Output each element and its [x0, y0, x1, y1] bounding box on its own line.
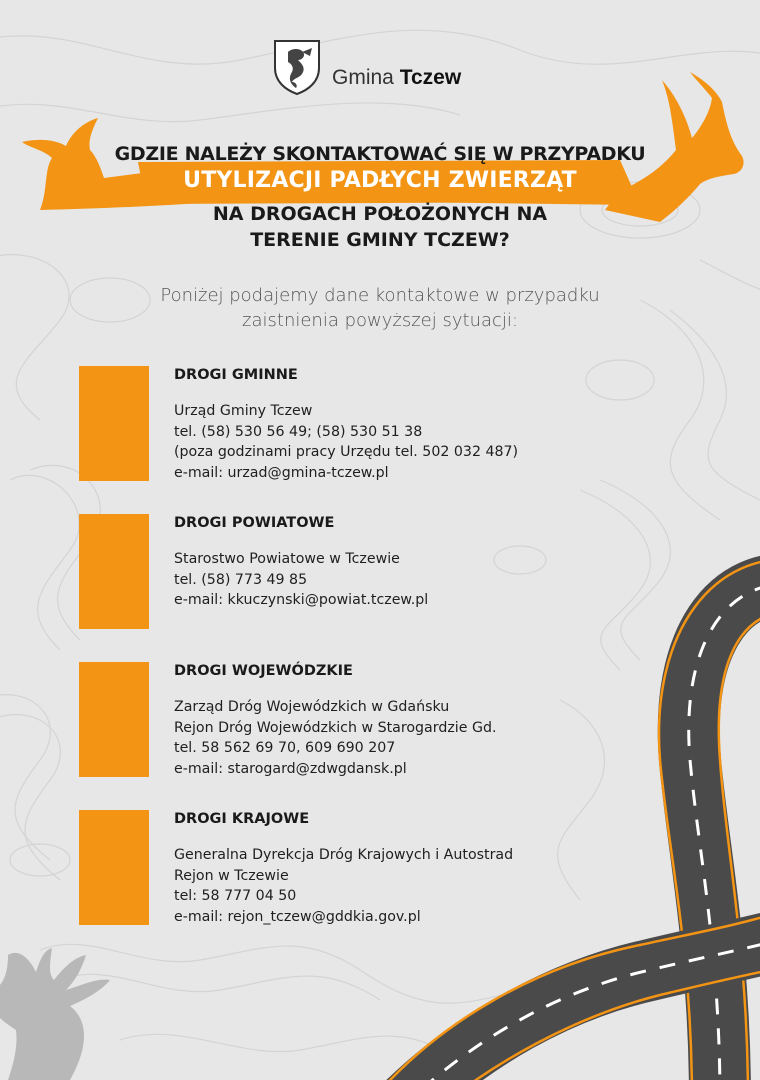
- orange-square-marker: [79, 366, 149, 481]
- contact-line: Zarząd Dróg Wojewódzkich w Gdańsku: [174, 699, 450, 715]
- intro-line-2: zaistnienia powyższej sytuacji:: [242, 310, 518, 331]
- contact-line: Starostwo Powiatowe w Tczewie: [174, 551, 400, 567]
- section-title: DROGI WOJEWÓDZKIE: [174, 663, 353, 679]
- contact-line: tel. 58 562 69 70, 609 690 207: [174, 740, 396, 756]
- email-link[interactable]: e-mail: kkuczynski@powiat.tczew.pl: [174, 592, 429, 608]
- orange-square-marker: [79, 662, 149, 777]
- email-link[interactable]: e-mail: urzad@gmina-tczew.pl: [174, 464, 389, 481]
- brand-name: [332, 66, 461, 90]
- orange-square-marker: [79, 810, 149, 925]
- orange-square-marker: [79, 514, 149, 629]
- contact-line: Generalna Dyrekcja Dróg Krajowych i Autostrad: [174, 847, 514, 863]
- email-link[interactable]: e-mail: rejon_tczew@gddkia.gov.pl: [174, 908, 421, 925]
- contact-line: (poza godzinami pracy Urzędu tel. 502 032 487): [174, 444, 519, 460]
- section-title: DROGI KRAJOWE: [174, 811, 310, 827]
- section-title: DROGI GMINNE: [174, 367, 298, 383]
- headline-line-1: GDZIE NALEŻY SKONTAKTOWAĆ SIĘ W PRZYPADKU: [114, 143, 646, 165]
- moose-silhouette-icon: [0, 948, 110, 1080]
- contact-line: Rejon Dróg Wojewódzkich w Starogardzie Gd.: [174, 719, 497, 736]
- contact-line: Urząd Gminy Tczew: [174, 403, 313, 419]
- contact-line: tel. (58) 773 49 85: [174, 571, 308, 588]
- section-title: DROGI POWIATOWE: [174, 515, 335, 531]
- contact-line: Rejon w Tczewie: [174, 867, 289, 884]
- headline-line-4: TERENIE GMINY TCZEW?: [250, 229, 510, 251]
- headline-line-3: NA DROGACH POŁOŻONYCH NA: [212, 203, 548, 225]
- intro-line-1: Poniżej podajemy dane kontaktowe w przypadku: [160, 285, 600, 306]
- brand-name-light: Gmina: [332, 66, 394, 89]
- contact-line: tel: 58 777 04 50: [174, 888, 297, 904]
- city-crest-icon: [272, 38, 322, 96]
- intro-text: [0, 283, 760, 333]
- brand-logo: [272, 38, 461, 96]
- headline-line-2: UTYLIZACJI PADŁYCH ZWIERZĄT: [183, 168, 577, 193]
- email-link[interactable]: e-mail: starogard@zdwgdansk.pl: [174, 760, 407, 777]
- contact-line: tel. (58) 530 56 49; (58) 530 51 38: [174, 423, 423, 440]
- brand-name-bold: Tczew: [399, 66, 462, 89]
